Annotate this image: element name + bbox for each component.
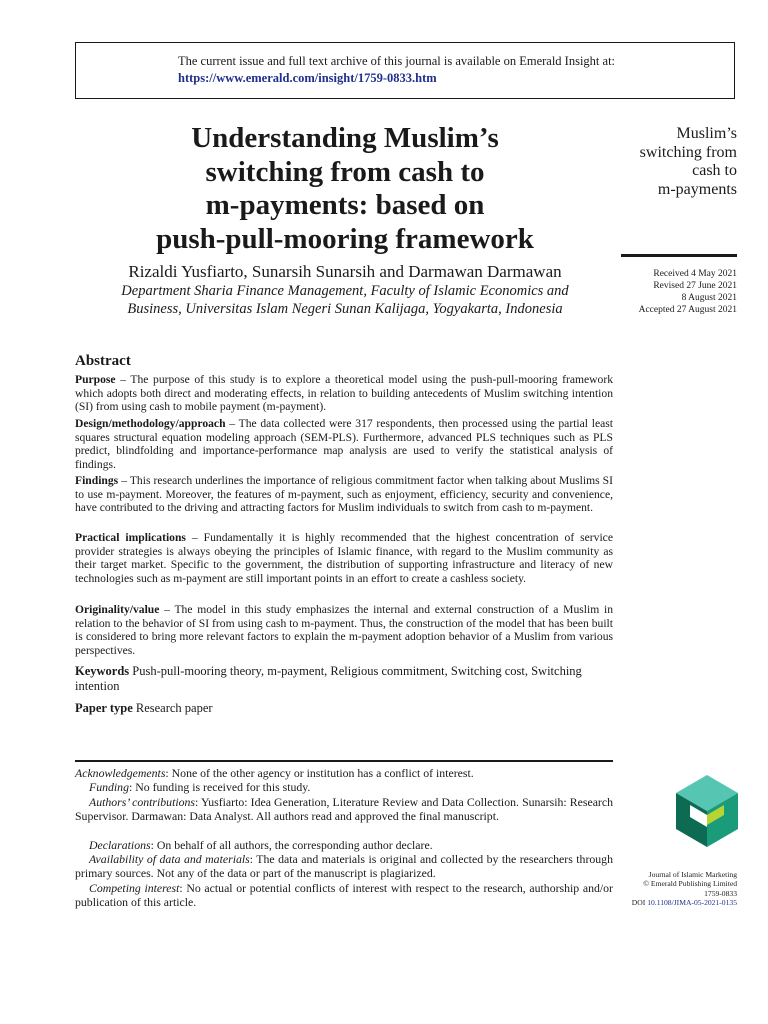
abstract-practical: [75, 531, 613, 585]
access-notice: The current issue and full text archive of this journal is available on Emerald Insight at:: [178, 54, 616, 68]
abstract-design: [75, 417, 613, 471]
findings-label: Findings: [75, 474, 119, 487]
running-head-line: Muslim’s: [676, 125, 737, 142]
competing-interest-note: [75, 881, 613, 910]
avail-label: Availability of data and materials: [89, 852, 250, 866]
paper-title: [75, 122, 615, 256]
doi-link[interactable]: 10.1108/JIMA-05-2021-0135: [647, 897, 737, 907]
revised-date: Revised 27 June 2021: [653, 281, 737, 291]
doi-line: [600, 898, 737, 907]
decl-label: Declarations: [89, 838, 151, 852]
author-list: Rizaldi Yusfiarto, Sunarsih Sunarsih and Darmawan Darmawan: [128, 262, 562, 281]
abstract-originality: [75, 603, 613, 657]
publisher-logo-icon: [676, 775, 738, 847]
running-head-line: switching from: [639, 143, 737, 161]
received-date: Received 4 May 2021: [653, 269, 737, 279]
originality-label: Originality/value: [75, 603, 160, 616]
abstract-heading: Abstract: [75, 353, 131, 369]
publisher-copyright: © Emerald Publishing Limited: [643, 879, 737, 889]
abstract-findings: [75, 474, 613, 515]
running-head-rule: [621, 254, 737, 257]
acknowledgements-note: [75, 766, 613, 780]
contributions-note: [75, 795, 613, 824]
paper-type-label: Paper type: [75, 701, 133, 715]
journal-issn: 1759-0833: [704, 888, 737, 898]
declarations-note: [75, 838, 613, 852]
revised-date-2: 8 August 2021: [681, 293, 737, 303]
practical-text: – Fundamentally it is highly recommended that the highest concentration of service provider strategies is always obeying the principles of Islamic finance, with regard to the Muslim community as their target market. Specific to the government, the distribution of supporting infrastructure and literacy of new technologies such as m-payment are still important points in an effort to create a cashless society.: [75, 531, 613, 585]
article-history: [600, 268, 737, 316]
affiliation-line: Business, Universitas Islam Negeri Sunan Kalijaga, Yogyakarta, Indonesia: [127, 301, 563, 317]
abstract-purpose: [75, 373, 613, 414]
contrib-label: Authors’ contributions: [89, 795, 196, 809]
purpose-label: Purpose: [75, 373, 116, 386]
journal-name: Journal of Islamic Marketing: [648, 870, 737, 879]
purpose-text: – The purpose of this study is to explore a theoretical model using the push-pull-mooring framework which adopts both direct and moderating effects, in relation to building antecedents of Muslim switching intention (SI) from using cash to mobile payment (m-payment).: [75, 373, 613, 414]
avail-text: : The data and materials is original and collected by the researchers through primary sources. Not any of the data or part of the manuscript is plagiarized.: [75, 852, 613, 881]
journal-url-link[interactable]: https://www.emerald.com/insight/1759-0833.htm: [178, 71, 437, 85]
title-line: Understanding Muslim’s: [191, 122, 499, 154]
title-line: m-payments: based on: [205, 189, 485, 221]
keywords: [75, 664, 613, 694]
findings-text: – This research underlines the importance of religious commitment factor when talking about Muslims SI to use m-payment. Moreover, the features of m-payment, such as enjoyment, efficiency, security and convenience, have contributed to the driving and attracting factors for Muslim individuals to switch from cash to m-payment.: [75, 474, 613, 515]
keywords-text: Push-pull-mooring theory, m-payment, Religious commitment, Switching cost, Switching intention: [75, 664, 582, 693]
affiliation-line: Department Sharia Finance Management, Faculty of Islamic Economics and: [121, 283, 569, 299]
availability-note: [75, 852, 613, 881]
journal-info: [600, 870, 737, 907]
running-head-line: m-payments: [657, 180, 737, 198]
fund-text: : No funding is received for this study.: [128, 780, 311, 794]
contrib-text: : Yusfiarto: Idea Generation, Literature Review and Data Collection. Sunarsih: Research Supervisor. Darmawan: Data Analyst. All authors read and approved the final manuscript.: [75, 795, 613, 824]
fund-label: Funding: [89, 780, 129, 794]
title-line: push-pull-mooring framework: [156, 222, 534, 255]
ack-label: Acknowledgements: [75, 766, 166, 780]
originality-text: – The model in this study emphasizes the internal and external construction of a Muslim in relation to the behavior of SI from using cash to m-payment. Thus, the construction of the model that has been built is considered to bring more relevant factors to explain the m-payment adoption behavior of a Muslim from various perspectives.: [75, 603, 613, 657]
ack-text: : None of the other agency or institution has a conflict of interest.: [165, 766, 474, 780]
author-affiliation: [75, 282, 615, 318]
running-head-line: cash to: [692, 162, 737, 179]
comp-text: : No actual or potential conflicts of interest with respect to the research, authorship and/or publication of this article.: [75, 881, 613, 910]
design-text: – The data collected were 317 respondents, then processed using the partial least squares structural equation modeling approach (SEM-PLS). Furthermore, advanced PLS techniques such as PLS predict, blindfolding and importance-performance map analysis are used to verify the statistical analysis of findings.: [75, 417, 613, 471]
title-line: switching from cash to: [205, 155, 485, 188]
funding-note: [75, 780, 613, 794]
paper-type-text: Research paper: [132, 701, 213, 715]
practical-label: Practical implications: [75, 531, 186, 544]
comp-label: Competing interest: [89, 881, 180, 895]
design-label: Design/methodology/approach: [75, 417, 226, 430]
decl-text: : On behalf of all authors, the corresponding author declare.: [150, 838, 433, 852]
running-head: [610, 125, 737, 199]
doi-label: DOI: [631, 897, 646, 907]
keywords-label: Keywords: [75, 664, 130, 678]
accepted-date: Accepted 27 August 2021: [638, 305, 737, 315]
notes-rule: [75, 760, 613, 762]
paper-type: [75, 701, 613, 716]
